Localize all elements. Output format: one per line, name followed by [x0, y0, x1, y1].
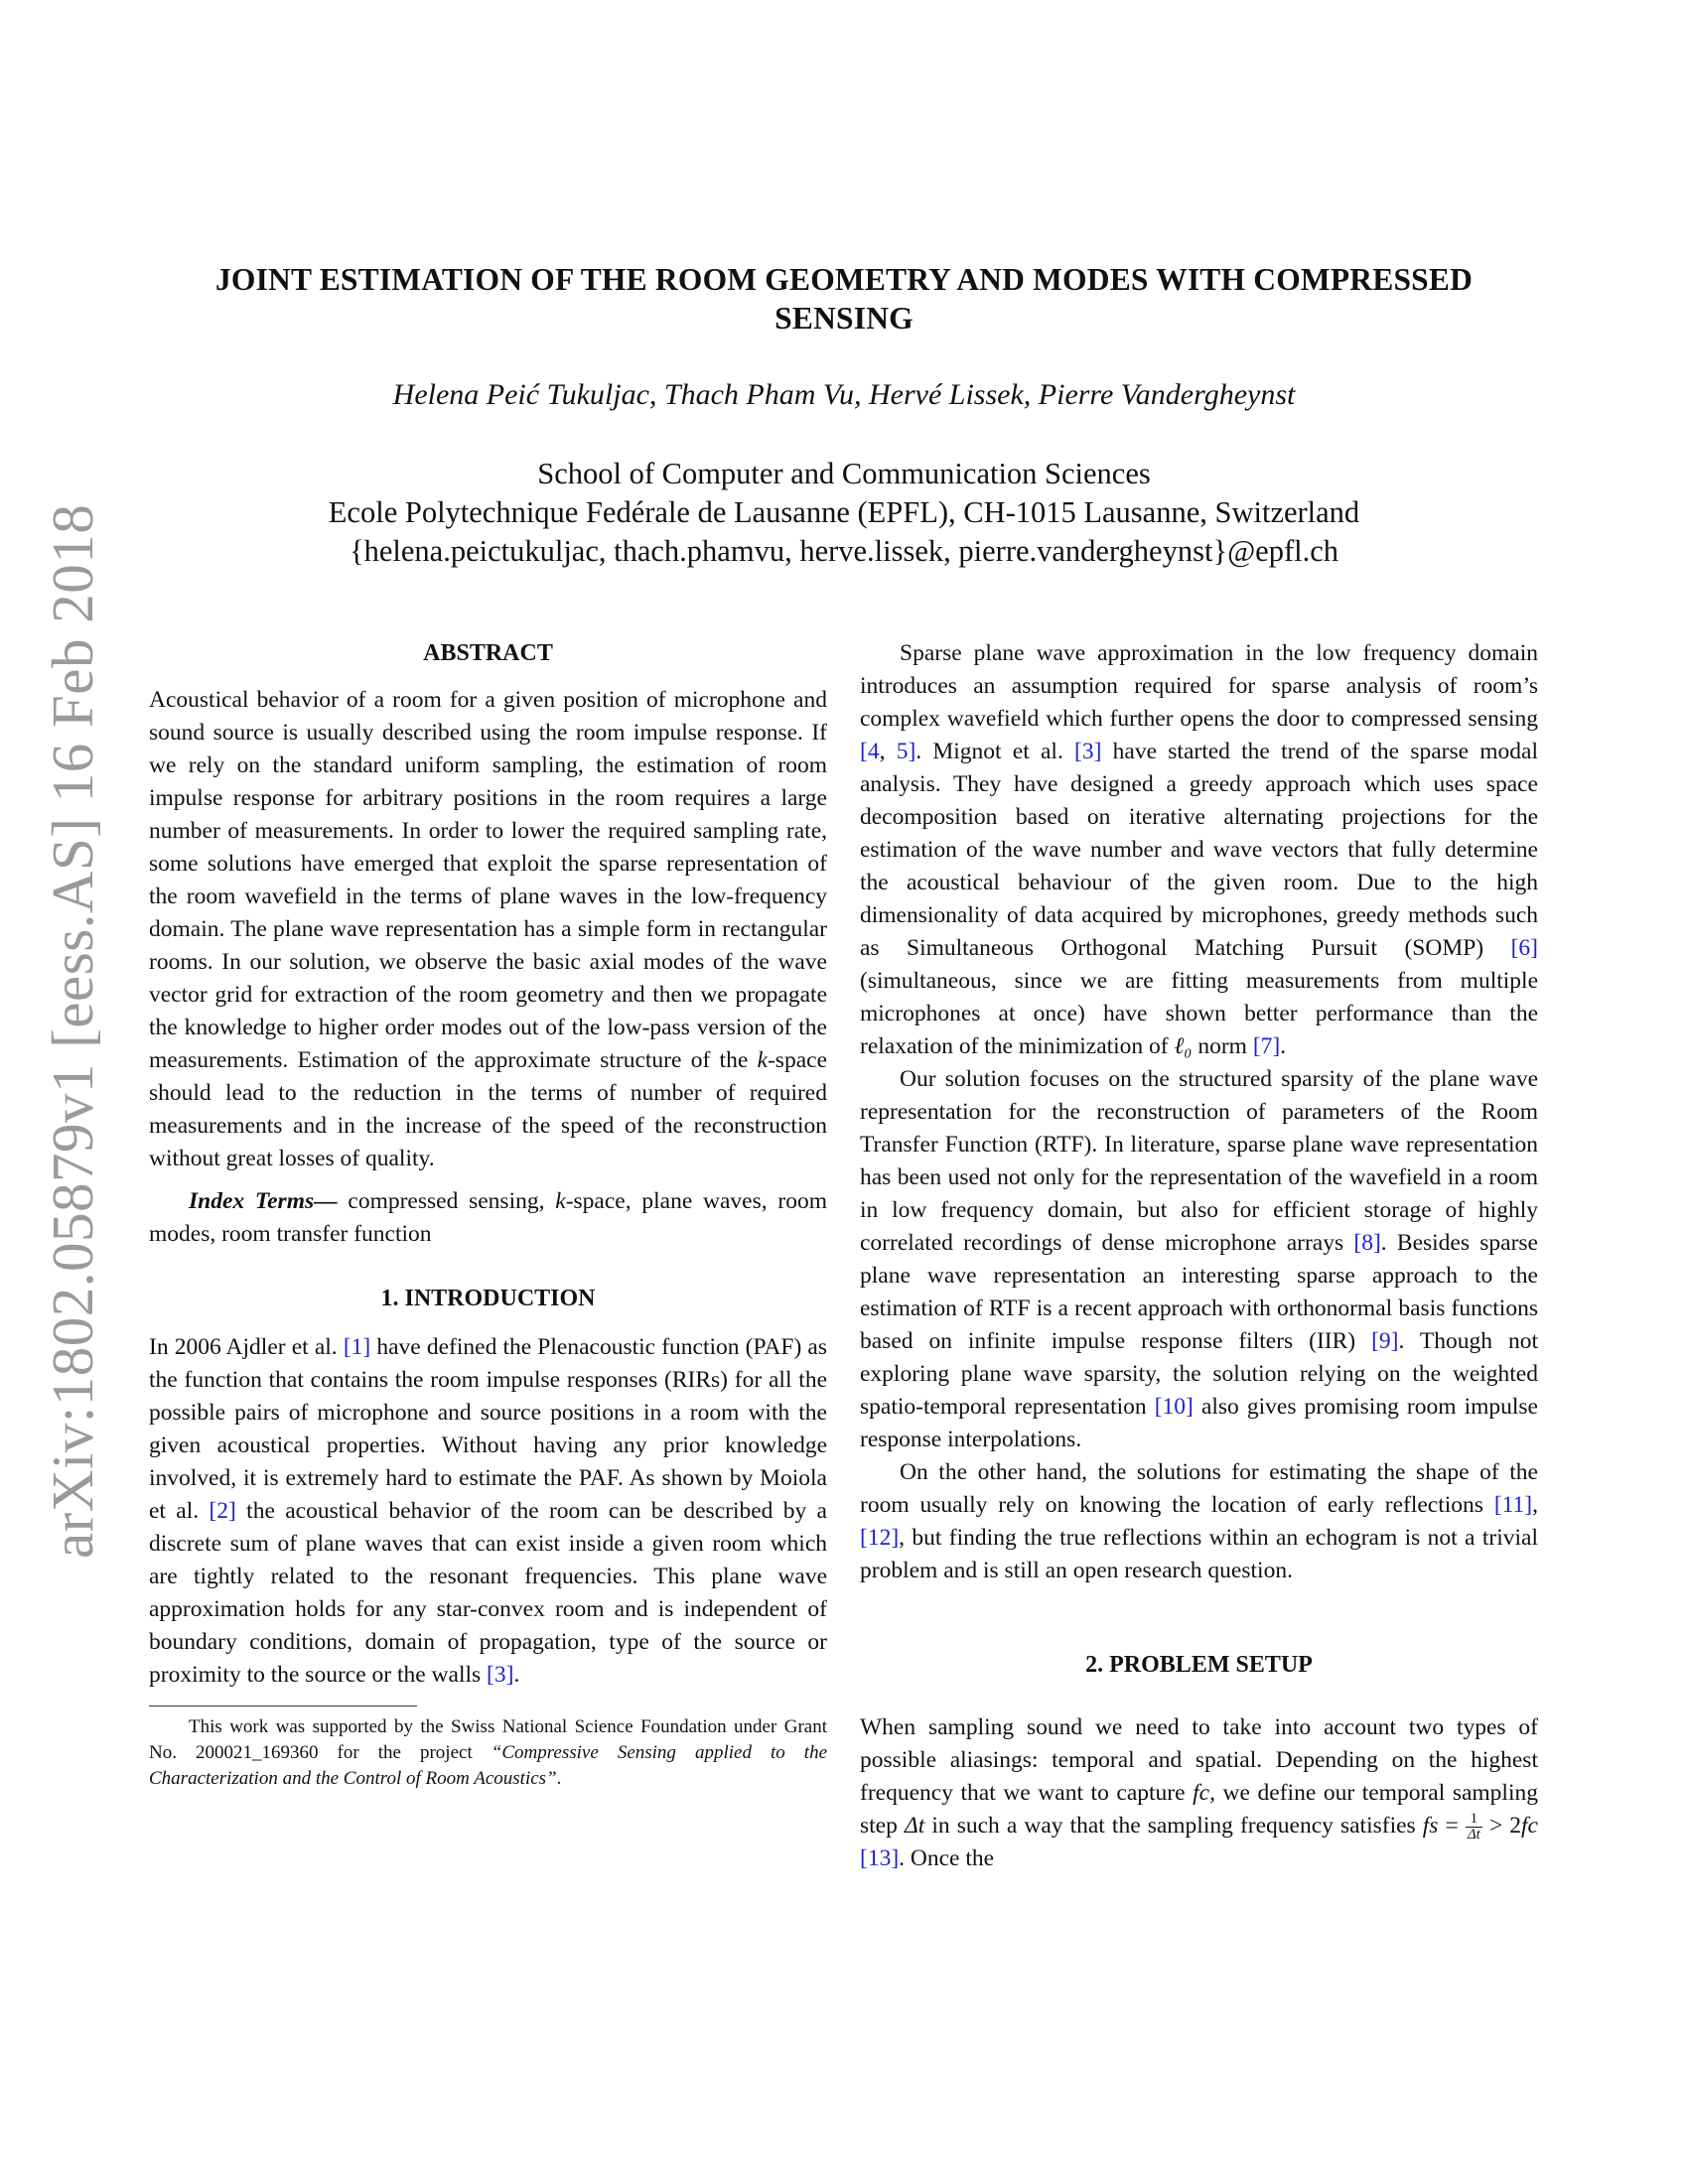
funding-footnote: This work was supported by the Swiss National Science Foundation under Grant No. 200021_169360 for the project “Compressive Sensing applied to the Characterization and the Control of Room Acoustics”.: [149, 1716, 828, 1789]
right-column: [860, 637, 1538, 1875]
citation-link[interactable]: [8]: [1353, 1230, 1381, 1256]
affiliation: [149, 455, 1539, 571]
citation-link[interactable]: [1]: [343, 1334, 371, 1360]
introduction-heading: 1. INTRODUCTION: [380, 1286, 596, 1311]
citation-link[interactable]: [4: [860, 739, 880, 764]
problem-setup-paragraph: When sampling sound we need to take into account two types of possible aliasings: temporal and spatial. Depending on the highest frequency that we want to capture fc, we define our temporal sampling step Δt in such a way that the sampling frequency satisfies fs = $\frac{1}{\Delta t}$ > 2fc [13]. Once the: [860, 1714, 1538, 1872]
abstract-heading: ABSTRACT: [423, 640, 553, 666]
sampling-fraction: $\frac{1}{\Delta t}$: [1467, 1811, 1480, 1843]
problem-setup-heading: 2. PROBLEM SETUP: [1085, 1652, 1313, 1678]
citation-link[interactable]: [11]: [1493, 1492, 1533, 1518]
citation-link[interactable]: [9]: [1371, 1328, 1399, 1354]
arxiv-identifier: arXiv:1802.05879v1 [eess.AS] 16 Feb 2018: [40, 503, 105, 1559]
index-terms-label: Index Terms—: [189, 1188, 338, 1214]
citation-link[interactable]: [7]: [1252, 1033, 1281, 1059]
citation-link[interactable]: [12]: [860, 1525, 900, 1551]
introduction-paragraph: In 2006 Ajdler et al. [1] have defined the Plenacoustic function (PAF) as the function that contains the room impulse responses (RIRs) for all the possible pairs of microphone and source positions in a room with the given acoustical properties. Without having any prior knowledge involved, it is extremely hard to estimate the PAF. As shown by Moiola et al. [2] the acoustical behavior of the room can be described by a discrete sum of plane waves that can exist inside a given room which are tightly related to the resonant frequencies. This plane wave approximation holds for any star-convex room and is independent of boundary conditions, domain of propagation, type of the source or proximity to the source or the walls [3].: [149, 1334, 827, 1688]
author-list: Helena Peić Tukuljac, Thach Pham Vu, Hervé Lissek, Pierre Vandergheynst: [392, 378, 1296, 411]
left-column: [149, 637, 827, 1792]
index-terms: Index Terms— compressed sensing, k-space, plane waves, room modes, room transfer function: [149, 1188, 828, 1247]
paragraph-sparse-approximation: Sparse plane wave approximation in the low frequency domain introduces an assumption required for sparse analysis of room’s complex wavefield which further opens the door to compressed sensing [4, 5]. Mignot et al. [3] have started the trend of the sparse modal analysis. They have designed a greedy approach which uses space decomposition based on iterative alternating projections for the estimation of the wave number and wave vectors that fully determine the acoustical behaviour of the given room. Due to the high dimensionality of data acquired by microphones, greedy methods such as Simultaneous Orthogonal Matching Pursuit (SOMP) [6] (simultaneous, since we are fitting measurements from multiple microphones at once) have shown better performance than the relaxation of the minimization of ℓ₀ norm [7].: [860, 640, 1539, 1059]
citation-link[interactable]: [13]: [860, 1845, 900, 1872]
affiliation-school: School of Computer and Communication Sciences: [537, 457, 1151, 490]
citation-link[interactable]: 5]: [896, 739, 916, 764]
paragraph-our-solution: Our solution focuses on the structured sparsity of the plane wave representation for the reconstruction of parameters of the Room Transfer Function (RTF). In literature, sparse plane wave representation has been used not only for the representation of the wavefield in a room in low frequency domain, but also for efficient storage of highly correlated recordings of dense microphone arrays [8]. Besides sparse plane wave representation an interesting sparse approach to the estimation of RTF is a recent approach with orthonormal basis functions based on infinite impulse response filters (IIR) [9]. Though not exploring plane wave sparsity, the solution relying on the weighted spatio-temporal representation [10] also gives promising room impulse response interpolations.: [860, 1066, 1538, 1452]
citation-link[interactable]: [10]: [1154, 1394, 1194, 1420]
citation-link[interactable]: [3]: [1074, 739, 1102, 764]
affiliation-emails: {helena.peictukuljac, thach.phamvu, herve.lissek, pierre.vandergheynst}@epfl.ch: [349, 534, 1338, 568]
affiliation-institution: Ecole Polytechnique Fedérale de Lausanne (EPFL), CH-1015 Lausanne, Switzerland: [328, 495, 1360, 529]
citation-link[interactable]: [2]: [209, 1498, 236, 1524]
citation-link[interactable]: [3]: [487, 1662, 514, 1688]
paper-title: JOINT ESTIMATION OF THE ROOM GEOMETRY AND MODES WITH COMPRESSED SENSING: [214, 262, 1474, 336]
paragraph-room-shape: On the other hand, the solutions for estimating the shape of the room usually rely on knowing the location of early reflections [11], [12], but finding the true reflections within an echogram is not a trivial problem and is still an open research question.: [860, 1459, 1538, 1583]
abstract-body: Acoustical behavior of a room for a given position of microphone and sound source is usually described using the room impulse response. If we rely on the standard uniform sampling, the estimation of room impulse response for arbitrary positions in the room requires a large number of measurements. In order to lower the required sampling rate, some solutions have emerged that exploit the sparse representation of the room wavefield in the terms of plane waves in the low-frequency domain. The plane wave representation has a simple form in rectangular rooms. In our solution, we observe the basic axial modes of the wave vector grid for extraction of the room geometry and then we propagate the knowledge to higher order modes out of the low-pass version of the measurements. Estimation of the approximate structure of the k-space should lead to the reduction in the terms of number of required measurements and in the increase of the speed of the reconstruction without great losses of quality.: [149, 687, 827, 1171]
citation-link[interactable]: [6]: [1510, 935, 1538, 961]
